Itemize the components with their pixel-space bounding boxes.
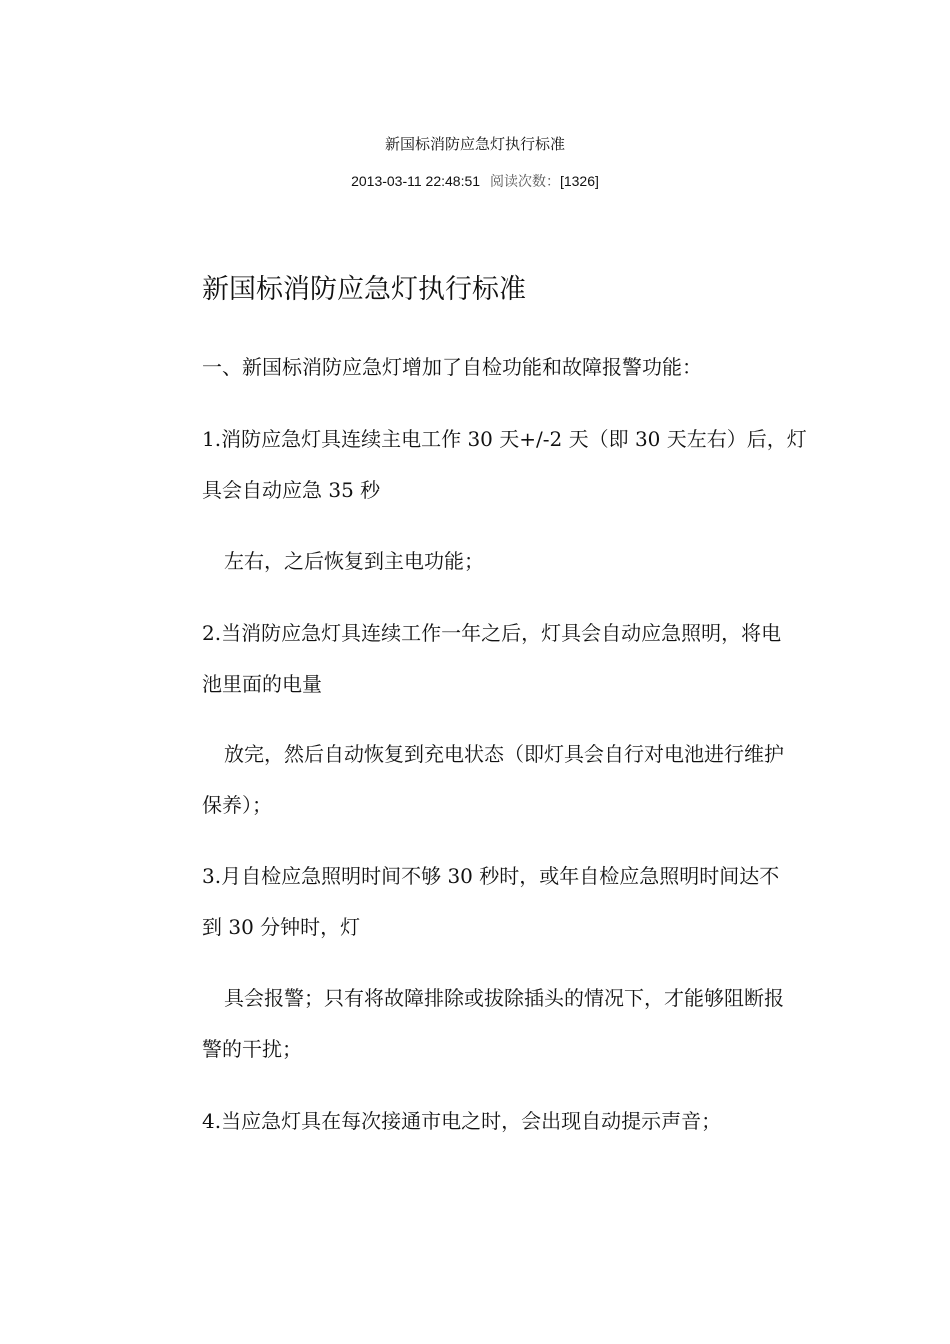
item-3-line-2: 到 30 分钟时，灯 <box>202 915 361 939</box>
section-intro: 一、新国标消防应急灯增加了自检功能和故障报警功能： <box>202 355 702 379</box>
item-2-line-1: 2.当消防应急灯具连续工作一年之后，灯具会自动应急照明，将电 <box>202 621 782 645</box>
item-2-line-3: 放完，然后自动恢复到充电状态（即灯具会自行对电池进行维护 <box>224 742 784 766</box>
item-1-line-2: 具会自动应急 35 秒 <box>202 478 381 502</box>
publish-date: 2013-03-11 22:48:51 <box>351 173 481 189</box>
views-label: 阅读次数： <box>489 174 560 190</box>
article-heading: 新国标消防应急灯执行标准 <box>202 274 526 305</box>
views-count: [1326] <box>559 173 599 189</box>
item-3-line-1: 3.月自检应急照明时间不够 30 秒时，或年自检应急照明时间达不 <box>202 864 780 888</box>
item-2-line-4: 保养）； <box>202 793 272 817</box>
item-3-line-4: 警的干扰； <box>202 1037 302 1061</box>
document-meta <box>0 170 950 193</box>
item-1-line-3: 左右，之后恢复到主电功能； <box>224 549 484 573</box>
item-2-line-2: 池里面的电量 <box>202 672 322 696</box>
document-title: 新国标消防应急灯执行标准 <box>384 135 565 153</box>
item-3-line-3: 具会报警；只有将故障排除或拔除插头的情况下，才能够阻断报 <box>224 986 784 1010</box>
item-1-line-1: 1.消防应急灯具连续主电工作 30 天+/-2 天（即 30 天左右）后，灯 <box>202 427 807 451</box>
item-4-line-1: 4.当应急灯具在每次接通市电之时，会出现自动提示声音； <box>202 1109 722 1133</box>
